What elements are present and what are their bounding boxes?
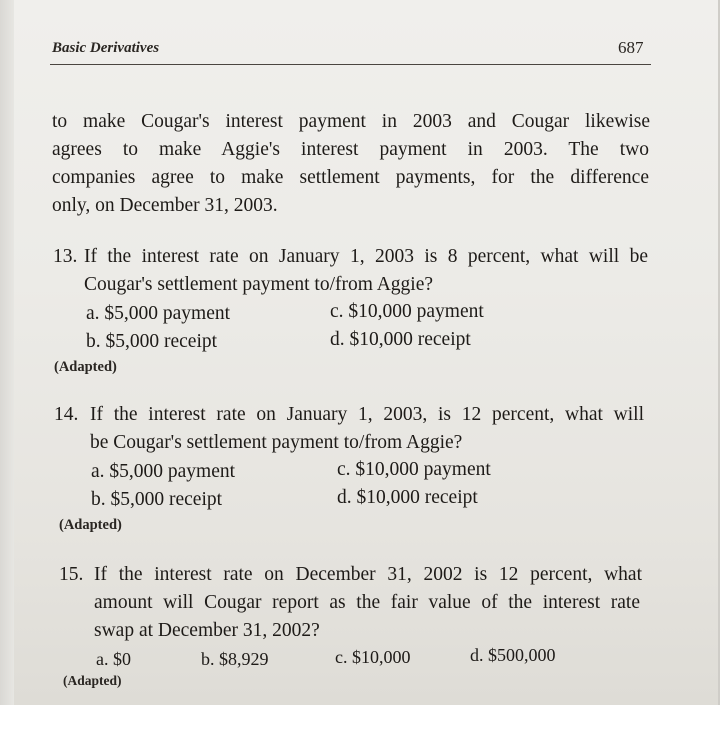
question-14-number: 14.: [54, 404, 79, 425]
header-rule: [50, 64, 651, 65]
intro-line-3: companies agree to make settlement payments, for the difference: [52, 167, 649, 188]
question-14-stem-line-1: If the interest rate on January 1, 2003, is 12 percent, what will: [90, 404, 644, 425]
question-13-stem-line-1: If the interest rate on January 1, 2003 is 8 percent, what will be: [84, 246, 648, 267]
question-14-option-a: a. $5,000 payment: [91, 461, 236, 482]
question-15-stem-line-1: If the interest rate on December 31, 2002 is 12 percent, what: [94, 564, 642, 585]
question-15-number: 15.: [59, 564, 84, 585]
page-number: 687: [618, 38, 644, 57]
question-14-source: (Adapted): [59, 517, 122, 533]
question-14-option-c: c. $10,000 payment: [337, 459, 491, 480]
question-15-stem-line-3: swap at December 31, 2002?: [94, 620, 320, 641]
intro-line-2: agrees to make Aggie's interest payment in 2003. The two: [52, 139, 649, 160]
question-14-stem-line-2: be Cougar's settlement payment to/from Aggie?: [90, 432, 463, 453]
question-15-option-d: d. $500,000: [470, 645, 556, 665]
question-13-stem-line-2: Cougar's settlement payment to/from Aggie?: [84, 274, 434, 295]
question-13-option-d: d. $10,000 receipt: [330, 329, 471, 350]
question-13-option-b: b. $5,000 receipt: [86, 331, 218, 352]
question-14-option-b: b. $5,000 receipt: [91, 489, 223, 510]
question-13-option-c: c. $10,000 payment: [330, 301, 484, 322]
question-15-option-b: b. $8,929: [201, 649, 269, 669]
question-15-stem-line-2: amount will Cougar report as the fair value of the interest rate: [94, 592, 640, 613]
question-13-option-a: a. $5,000 payment: [86, 303, 231, 324]
question-13-number: 13.: [53, 246, 78, 267]
question-14-option-d: d. $10,000 receipt: [337, 487, 478, 508]
question-13-source: (Adapted): [54, 359, 117, 375]
page-gutter-shadow: [0, 0, 14, 705]
question-15-option-c: c. $10,000: [335, 647, 411, 667]
question-15-option-a: a. $0: [96, 649, 131, 669]
running-head: Basic Derivatives: [52, 40, 160, 56]
question-15-source: (Adapted): [63, 673, 122, 688]
intro-line-4: only, on December 31, 2003.: [52, 195, 278, 216]
intro-line-1: to make Cougar's interest payment in 2003 and Cougar likewise: [52, 111, 650, 132]
